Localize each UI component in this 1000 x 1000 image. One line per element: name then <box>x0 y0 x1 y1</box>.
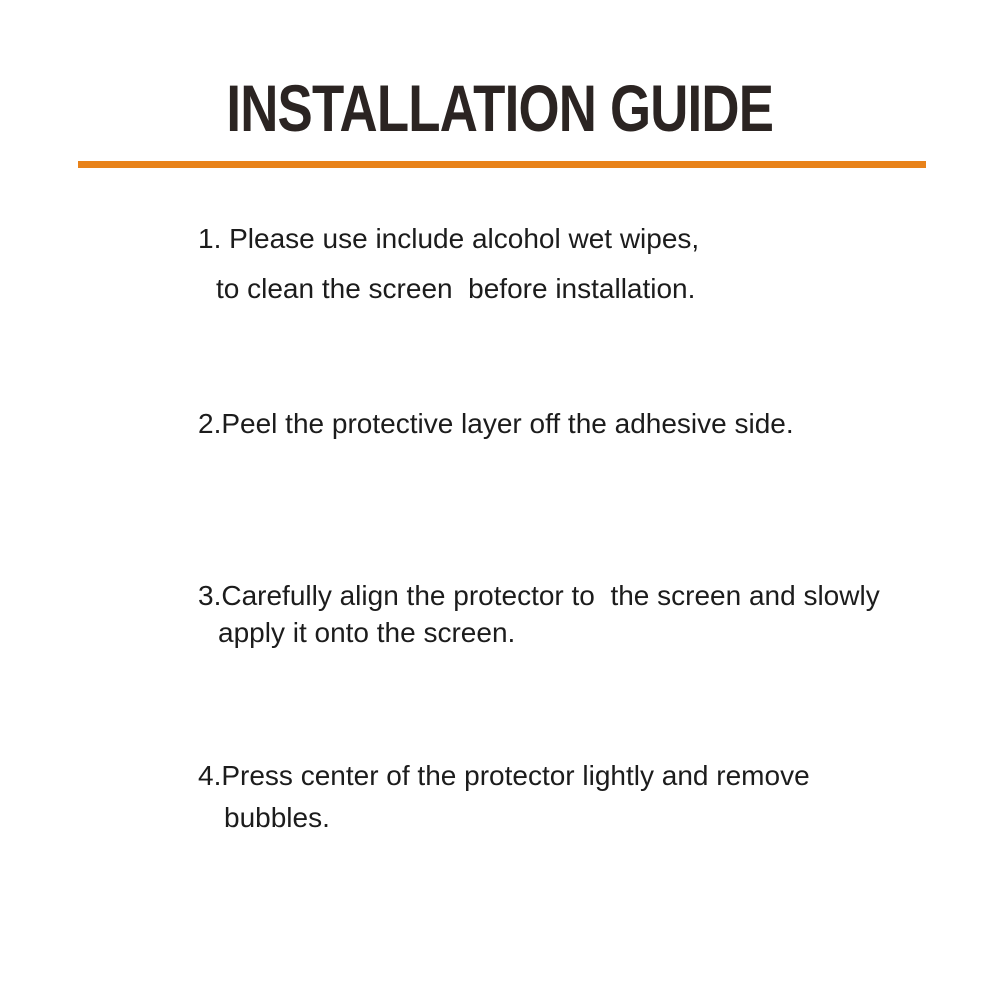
page-title-text: INSTALLATION GUIDE <box>226 71 774 145</box>
step-2-line-1: 2.Peel the protective layer off the adhesive side. <box>198 408 794 439</box>
step-4-line-1: 4.Press center of the protector lightly and remove <box>198 760 810 791</box>
step-3-line-2: apply it onto the screen. <box>218 617 516 648</box>
step-4-line-2: bubbles. <box>224 802 330 833</box>
step-1-line-2: to clean the screen before installation. <box>216 273 696 304</box>
page-title <box>0 71 1000 145</box>
title-underline <box>78 161 926 168</box>
step-1-line-1: 1. Please use include alcohol wet wipes, <box>198 223 700 254</box>
step-3-line-1: 3.Carefully align the protector to the screen and slowly <box>198 580 880 611</box>
